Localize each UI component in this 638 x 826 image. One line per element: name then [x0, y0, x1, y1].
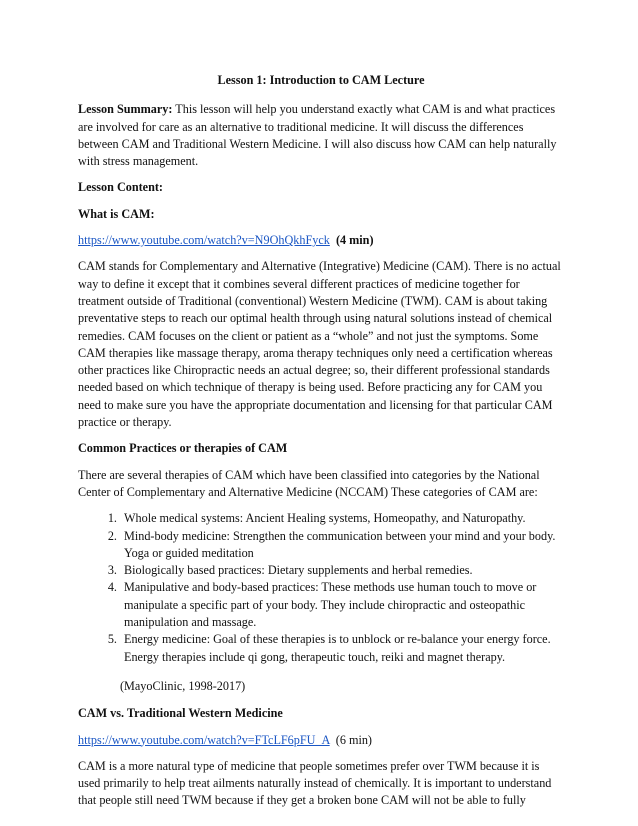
lesson-content-label: Lesson Content: — [78, 180, 163, 195]
video-link-line-1 — [78, 232, 564, 249]
section-heading-what-is-cam: What is CAM: — [78, 206, 155, 221]
video-link-what-is-cam[interactable]: https://www.youtube.com/watch?v=N9OhQkhFyck — [78, 233, 330, 248]
common-practices-intro: There are several therapies of CAM which have been classified into categories by the National Center of Complementary and Alternative Medicine (NCCAM) These categories of CAM are: — [78, 467, 540, 499]
what-is-cam-paragraph: CAM stands for Complementary and Alternative (Integrative) Medicine (CAM). There is no actual way to define it except that it combines several different practices of medicine together for treatment outside of Traditional (conventional) Western Medicine (TWM). CAM is about taking preventative steps to reach our optimal health through using natural solutions instead of chemical remedies. CAM focuses on the client or patient as a “whole” and not just the symptoms. Some CAM therapies like massage therapy, aroma therapy techniques only need a certification whereas other practices like Chiropractic needs an actual degree; so, their different professional standards needed based on which technique of therapy is being used. Before practicing any for CAM you need to make sure you have the appropriate documentation and licensing for that particular CAM practice or therapy. — [78, 259, 561, 430]
citation: (MayoClinic, 1998-2017) — [120, 678, 246, 693]
section-heading-common-practices: Common Practices or therapies of CAM — [78, 441, 288, 456]
summary-text: This lesson will help you understand exactly what CAM is and what practices are involved for care as an alternative to traditional medicine. It will discuss the differences between CAM and Traditional Western Medicine. I will also discuss how CAM can help naturally with stress management. — [78, 102, 557, 169]
cam-vs-twm-paragraph: CAM is a more natural type of medicine that people sometimes prefer over TWM because it is used primarily to help treat ailments naturally instead of chemically. It is important to understand that people still need TWM because if they get a broken bone CAM will not be able to fully — [78, 758, 552, 808]
document-page — [78, 72, 564, 819]
list-item: 2. Mind-body medicine: Strengthen the communication between your mind and your body. Yoga or guided meditation — [120, 528, 564, 563]
video-duration-2: (6 min) — [335, 732, 372, 747]
lesson-summary — [78, 101, 564, 170]
list-item: 1. Whole medical systems: Ancient Healing systems, Homeopathy, and Naturopathy. — [120, 510, 564, 527]
list-item: 4. Manipulative and body-based practices: These methods use human touch to move or manipulate a specific part of your body. They include chiropractic and osteopathic manipulation and massage. — [120, 579, 564, 631]
section-heading-cam-vs-twm: CAM vs. Traditional Western Medicine — [78, 706, 283, 721]
summary-label: Lesson Summary: — [78, 102, 173, 117]
video-link-cam-vs-twm[interactable]: https://www.youtube.com/watch?v=FTcLF6pFU_A — [78, 732, 330, 747]
lesson-title: Lesson 1: Introduction to CAM Lecture — [217, 73, 425, 87]
list-item: 3. Biologically based practices: Dietary supplements and herbal remedies. — [120, 562, 564, 579]
cam-categories-list — [78, 510, 564, 666]
video-duration-1: (4 min) — [335, 233, 374, 248]
video-link-line-2 — [78, 732, 564, 749]
list-item: 5. Energy medicine: Goal of these therapies is to unblock or re-balance your energy force. Energy therapies include qi gong, therapeutic touch, reiki and magnet therapy. — [120, 631, 564, 666]
